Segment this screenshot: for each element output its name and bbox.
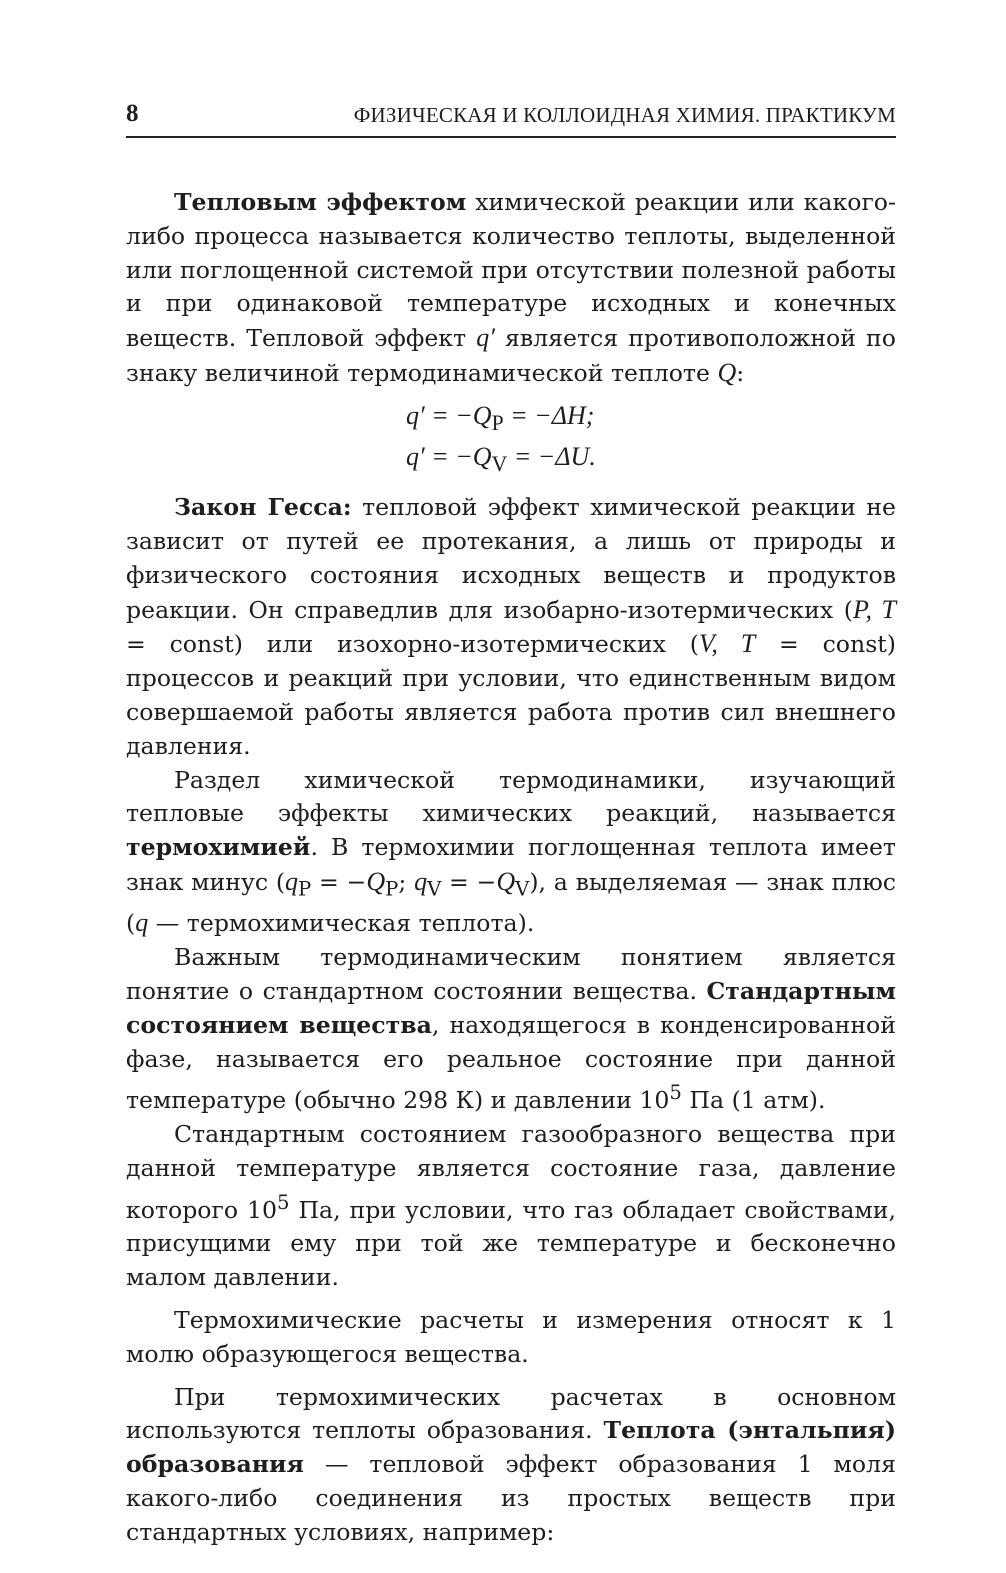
- running-title: ФИЗИЧЕСКАЯ И КОЛЛОИДНАЯ ХИМИЯ. ПРАКТИКУМ: [353, 103, 896, 127]
- paragraph-gas-standard-state: Стандартным состоянием газообразного вещества при данной температуре является состояние газа, давление которого $10^5$ Па, при условии, что газ обладает свойствами, присущими ему при той же температуре и бесконечно малом давлении.: [126, 1120, 897, 1292]
- term-thermochemistry: термохимией: [126, 833, 311, 862]
- main-text: [126, 186, 896, 1550]
- term-heat-effect: Тепловым эффектом: [174, 188, 467, 216]
- term-formation-heat: Теплота (энтальпия) образования: [126, 1416, 897, 1479]
- formula-line-2: $q' = -Q_V = -\Delta U$.: [406, 441, 596, 477]
- paragraph-one-mole: Термохимические расчеты и измерения относят к 1 молю образующегося вещества.: [126, 1305, 896, 1368]
- formula-block: [126, 399, 896, 481]
- paragraph-hess-law: Закон Гесса: тепловой эффект химической реакции не зависит от путей ее протекания, а лишь от природы и физического состояния исходных веществ и продуктов реакции. Он справедлив для изобарно-изотермических (P, T = const) или изохорно-изотермических (V, T = const) процессов и реакций при условии, что единственным видом совершаемой работы является работа против сил внешнего давления.: [126, 493, 896, 760]
- page-number: 8: [126, 100, 139, 127]
- paragraph-heat-effect: Тепловым эффектом химической реакции или какого-либо процесса называется количество теплоты, выделенной или поглощенной системой при отсутствии полезной работы и при одинаковой температуре исходных и конечных веществ. Тепловой эффект q′ является противоположной по знаку величиной термодинамической теплоте Q:: [126, 188, 896, 387]
- term-standard-state: Стандартным состоянием вещества: [126, 977, 896, 1039]
- term-hess-law: Закон Гесса:: [174, 493, 352, 522]
- paragraph-formation-heat: При термохимических расчетах в основном используются теплоты образования. Теплота (энтальпия) образования — тепловой эффект образования 1 моля какого-либо соединения из простых веществ при стандартных условиях, например:: [126, 1382, 897, 1546]
- page-header: [126, 100, 896, 138]
- paragraph-standard-state: Важным термодинамическим понятием является понятие о стандартном состоянии вещества. Стандартным состоянием вещества, находящегося в конденсированной фазе, называется его реальное состояние при данной температуре (обычно 298 К) и давлении $10^5$ Па (1 атм).: [126, 943, 896, 1115]
- formula-line-1: $q' = -Q_P = -\Delta H$;: [406, 400, 595, 435]
- paragraph-thermochemistry: Раздел химической термодинамики, изучающий тепловые эффекты химических реакций, называется термохимией. В термохимии поглощенная теплота имеет знак минус ($q_P = -Q_P$; $q_V = -Q_V$), а выделяемая — знак плюс (q — термохимическая теплота).: [126, 765, 897, 938]
